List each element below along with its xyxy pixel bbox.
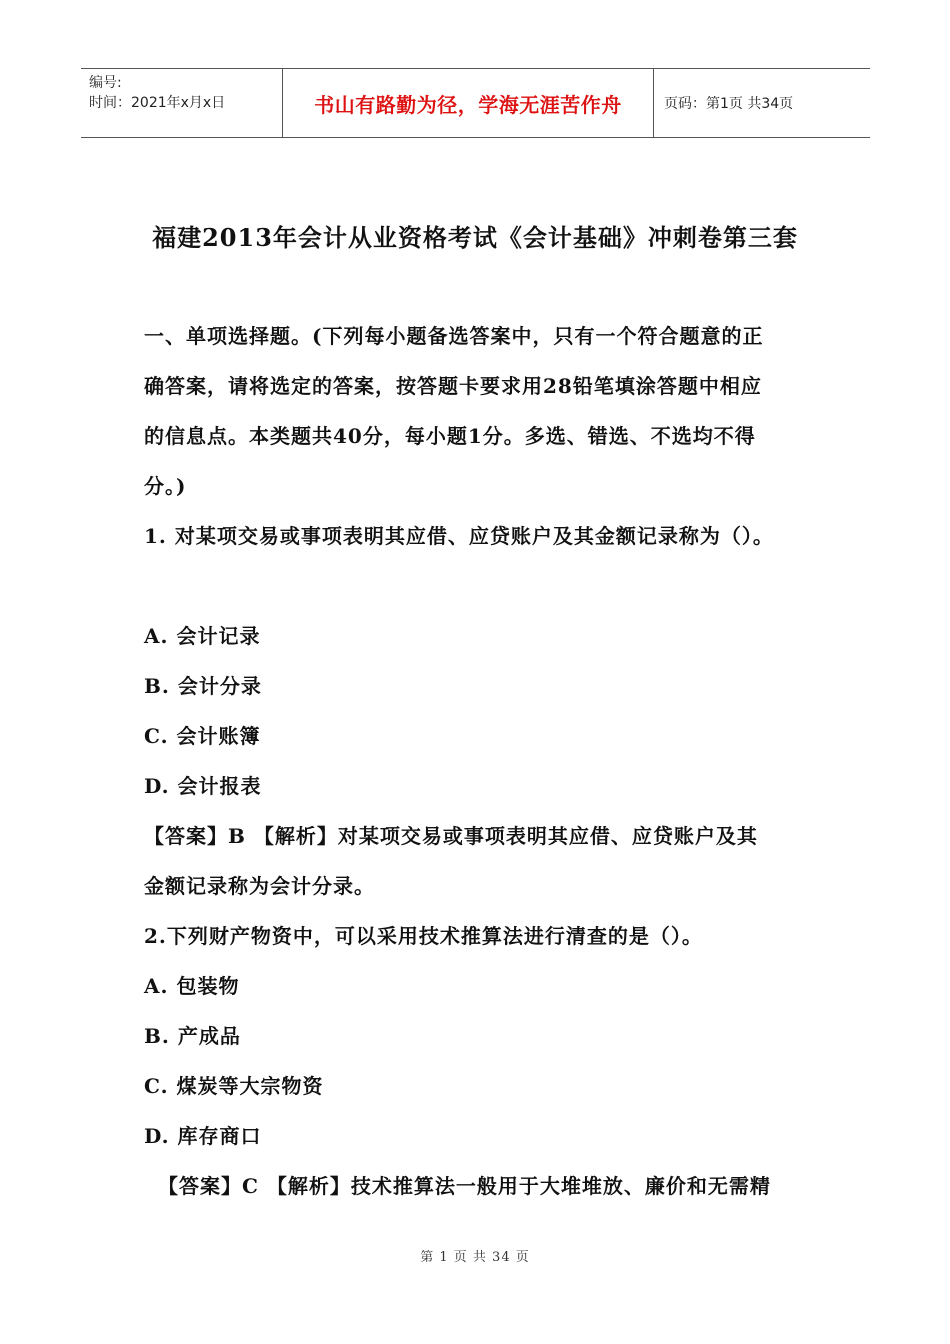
header-left-cell [81, 69, 282, 137]
question-2: 2.下列财产物资中，可以采用技术推算法进行清查的是（）。 [144, 924, 703, 948]
q2-option-b: B. 产成品 [144, 1024, 241, 1048]
q1-option-c: C. 会计账簿 [144, 724, 261, 748]
page-footer: 第 1 页 共 34 页 [420, 1250, 530, 1265]
q2-option-c: C. 煤炭等大宗物资 [144, 1074, 324, 1098]
instruction-line: 分。) [144, 474, 187, 498]
q2-option-d: D. 库存商口 [144, 1124, 262, 1148]
question-1: 1. 对某项交易或事项表明其应借、应贷账户及其金额记录称为（）。 [144, 524, 774, 548]
instruction-line: 一、单项选择题。(下列每小题备选答案中，只有一个符合题意的正 [144, 324, 764, 348]
q2-option-a: A. 包装物 [144, 974, 240, 998]
q1-option-b: B. 会计分录 [144, 674, 262, 698]
q1-answer: 【答案】B 【解析】对某项交易或事项表明其应借、应贷账户及其 [144, 824, 758, 848]
q1-option-d: D. 会计报表 [144, 774, 262, 798]
header-motto: 书山有路勤为径，学海无涯苦作舟 [282, 69, 654, 137]
instruction-line: 确答案，请将选定的答案，按答题卡要求用28铅笔填涂答题中相应 [144, 374, 762, 398]
instruction-line: 的信息点。本类题共40分，每小题1分。多选、错选、不选均不得 [144, 424, 756, 448]
q2-answer: 【答案】C 【解析】技术推算法一般用于大堆堆放、廉价和无需精 [158, 1174, 771, 1198]
number-label: 编号: [89, 75, 122, 91]
q1-answer: 金额记录称为会计分录。 [144, 874, 375, 898]
q1-option-a: A. 会计记录 [144, 624, 261, 648]
header-page-info: 页码：第1页 共34页 [664, 96, 794, 112]
document-title: 福建2013年会计从业资格考试《会计基础》冲刺卷第三套 [152, 223, 798, 252]
page-header [81, 68, 870, 138]
time-label: 时间：2021年x月x日 [89, 95, 226, 111]
